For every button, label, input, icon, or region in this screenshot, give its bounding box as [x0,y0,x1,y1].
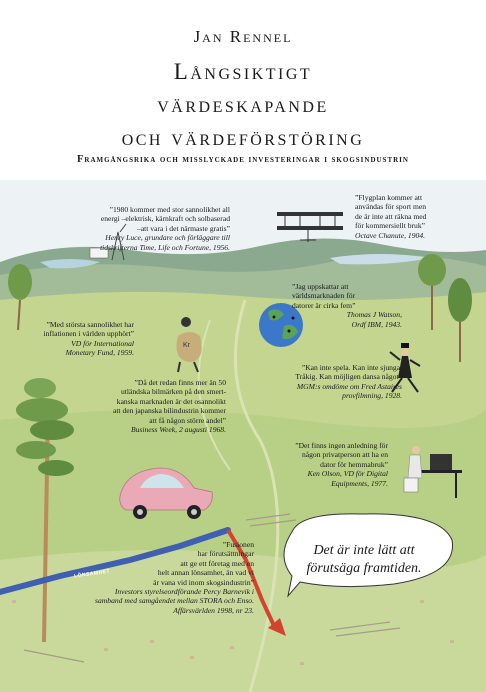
profitability-label: LÖNSAMHET [73,568,111,580]
quote-luce: ”1980 kommer med stor sannolikhet all energi –elektrisk, kärnkraft och solbaserad –att vara i det närmaste gratis” Henry Luce, grundare och förläggare till tidskrifterna Time, Life och Fortune, 1956. [100,205,230,252]
subtitle: Framgångsrika och misslyckade investeringar i skogsindustrin [77,154,409,165]
quote-businessweek: ”Då det redan finns mer än 50 utländska bilmärken på den smert- kanska marknaden är det osannolikt att den japanska bilindustrin kommer att få någon större andel” Business Week, 2 augusti 1968. [112,378,226,435]
quote-watson: ”Jag uppskattar att världsmarknaden för datorer är cirka fem” Thomas J Watson, Ordf IBM, 1943. [292,282,402,329]
speech-bubble-text: Det är inte lätt att förutsäga framtiden. [306,543,422,576]
title-line-1: Långsiktigt [173,59,313,84]
title-line-3: och värdeförstöring [121,125,365,150]
quote-imf: ”Med största sannolikhet har inflationen i världen upphört” VD för International Monetary Fund, 1959. [43,320,134,358]
title-line-2: värdeskapande [157,92,329,117]
quote-olson: ”Det finns ingen anledning för någon privatperson att ha en dator för hemmabruk” Ken Olson, VD för Digital Equipments, 1977. [295,441,388,488]
author-name: Jan Rennel [193,27,293,46]
quote-barnevik: ”Fusionen har förutsättningar att ge ett företag med en helt annan lönsamhet, än vad vi är vana vid inom skogsindustrin” Investors styrelseordförande Percy Barnevik i samband med samgåendet mellan STORA och Enso. Affärsvärlden 1998, nr 23. [95,540,254,615]
quote-astaire: ”Kan inte spela. Kan inte sjunga. Tråkig. Kan möjligen dansa något” MGM:s omdöme om Fred Astaires provfilmning, 1928. [295,363,402,401]
money-bag-label: Kr [183,342,190,349]
quote-chanute: ”Flygplan kommer att användas för sport men de är inte att räkna med för kommersiellt bruk” Octave Chanute, 1904. [355,193,427,240]
